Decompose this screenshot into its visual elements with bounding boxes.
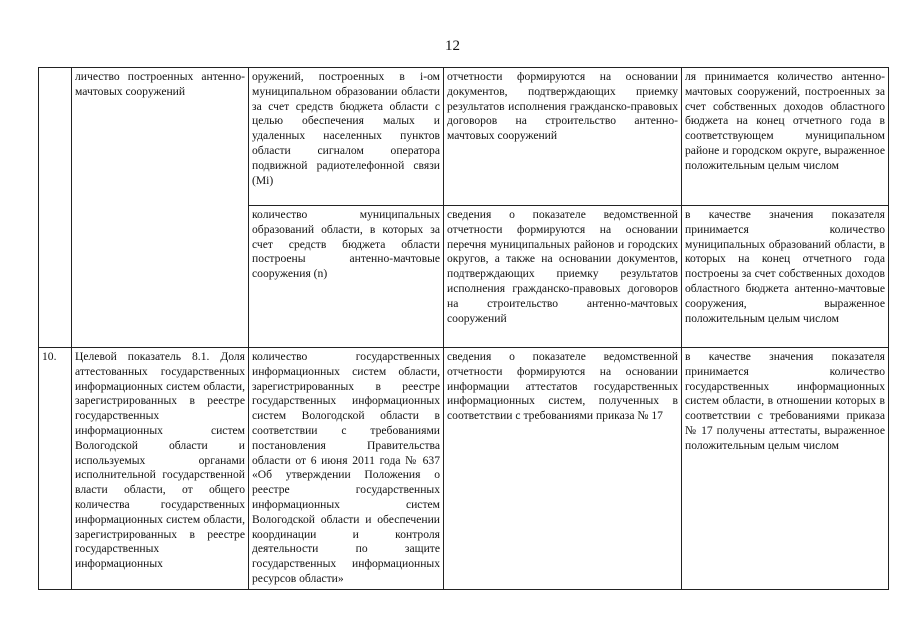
indicators-table bbox=[38, 67, 889, 590]
source-text: сведения о показателе ведомственной отчетности формируются на основании информации аттестатов государственных информационных систем, полученных в соответствии с требованиями приказа № 17 bbox=[447, 350, 678, 423]
page-number: 12 bbox=[445, 38, 460, 54]
indicator-name bbox=[72, 68, 249, 348]
row-number bbox=[39, 68, 72, 348]
indicator-name-text: личество построенных антенно-мачтовых сооружений bbox=[75, 70, 245, 98]
data-source bbox=[444, 68, 682, 206]
note-text: в качестве значения показателя принимается количество государственных информационных систем области, в отношении которых в соответствии с требованиями приказа № 17 получены аттестаты, выраженное положительным целым числом bbox=[685, 350, 885, 452]
definition-text: количество государственных информационных систем области, зарегистрированных в реестре государственных информационных систем Вологодской области в соответствии с требованиями постановления Правительства области от 6 июня 2011 года № 637 «Об утверждении Положения о реестре государственных информационных систем Вологодской области и обеспечении координации и контроля деятельности по защите государственных информационных ресурсов области» bbox=[252, 350, 440, 585]
indicator-definition bbox=[249, 348, 444, 590]
definition-text: количество муниципальных образований области, в которых за счет средств бюджета области построены антенно-мачтовые сооружения (n) bbox=[252, 208, 440, 281]
source-text: сведения о показателе ведомственной отчетности формируются на основании перечня муниципальных районов и городских округов, а также на основании документов, подтверждающих приемку результатов исполнения гражданско-правовых договоров на строительство антенно-мачтовых сооружений bbox=[447, 208, 678, 325]
indicator-name bbox=[72, 348, 249, 590]
note-text: в качестве значения показателя принимается количество муниципальных образований области, в которых на конец отчетного года построены за счет собственных доходов областного бюджета антенно-мачтовые сооружения, выраженное положительным целым числом bbox=[685, 208, 885, 325]
indicator-definition bbox=[249, 68, 444, 206]
calculation-note bbox=[682, 348, 889, 590]
row-number: 10. bbox=[39, 348, 72, 590]
data-source bbox=[444, 348, 682, 590]
definition-text: оружений, построенных в i-ом муниципальном образовании области за счет средств бюджета области с целью обеспечения малых и удаленных населенных пунктов области сигналом оператора подвижной радиотелефонной связи (Mi) bbox=[252, 70, 440, 187]
table-row bbox=[39, 68, 889, 206]
data-source bbox=[444, 206, 682, 348]
calculation-note bbox=[682, 206, 889, 348]
note-text: ля принимается количество антенно-мачтовых сооружений, построенных за счет собственных доходов областного бюджета на конец отчетного года в соответствующем муниципальном районе и городском округе, выраженное положительным целым числом bbox=[685, 70, 885, 172]
source-text: отчетности формируются на основании документов, подтверждающих приемку результатов исполнения гражданско-правовых договоров на строительство антенно-мачтовых сооружений bbox=[447, 70, 678, 143]
indicator-name-text: Целевой показатель 8.1. Доля аттестованных государственных информационных систем области, зарегистрированных в реестре государственных информационных систем Вологодской области и используемых органами исполнительной государственной власти области, от общего количества государственных информационных систем области, зарегистрированных в реестре государственных информационных bbox=[75, 350, 245, 571]
calculation-note bbox=[682, 68, 889, 206]
table-row bbox=[39, 348, 889, 590]
indicator-definition bbox=[249, 206, 444, 348]
